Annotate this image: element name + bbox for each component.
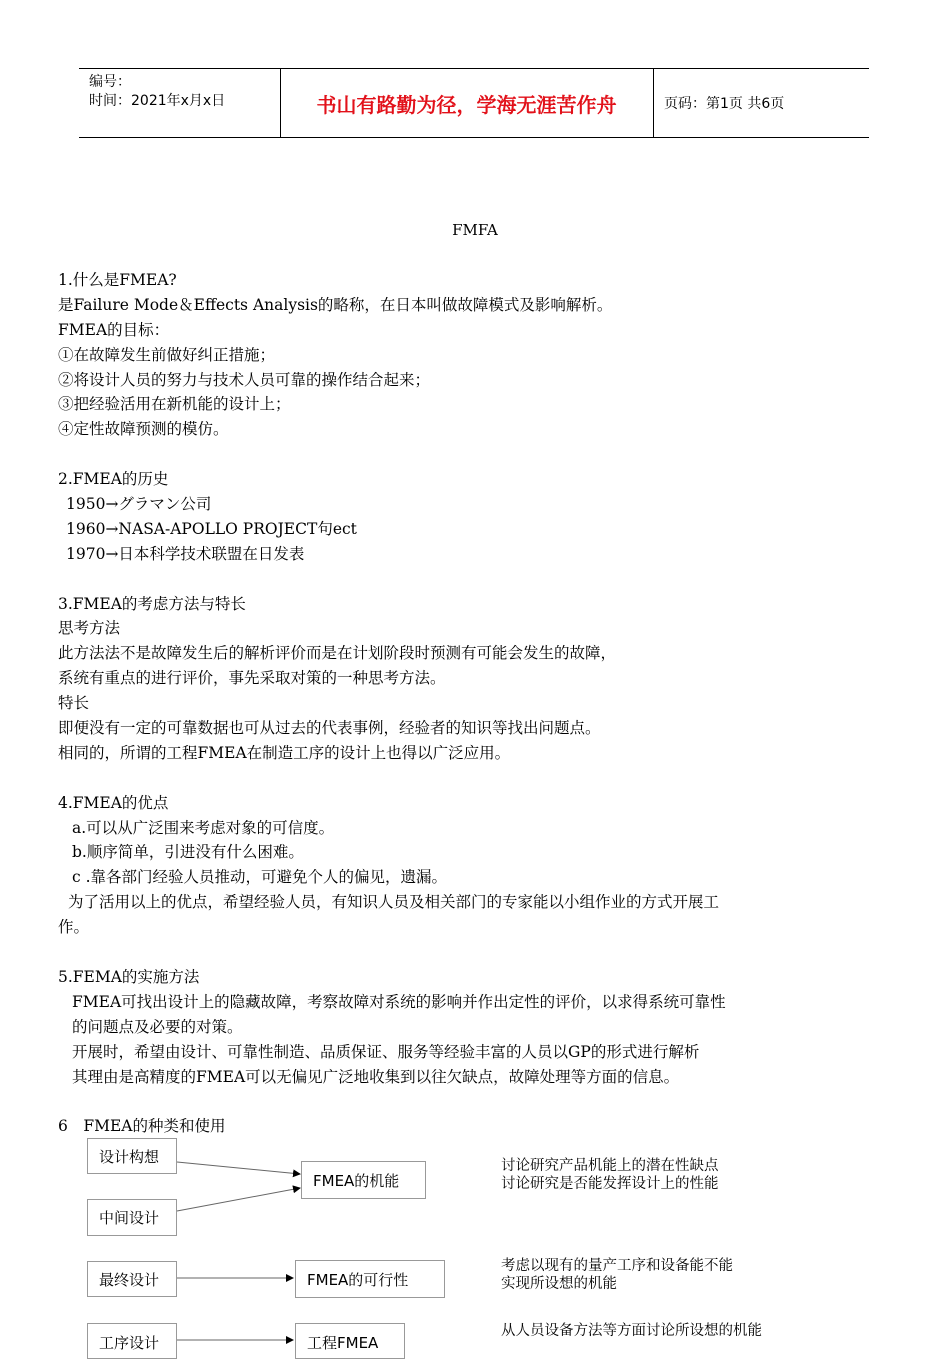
paragraph-line: 即便没有一定的可靠数据也可从过去的代表事例，经验者的知识等找出问题点。 (58, 719, 601, 738)
list-item: c .靠各部门经验人员推动，可避免个人的偏见，遗漏。 (72, 868, 448, 887)
paragraph-line: 特长 (58, 694, 90, 713)
list-item: ①在故障发生前做好纠正措施； (58, 345, 276, 364)
desc-function-1: 讨论研究产品机能上的潜在性缺点 (501, 1158, 719, 1174)
history-item: 1950→グラマン公司 (66, 495, 212, 514)
box-final-design: 最终设计 (87, 1261, 177, 1297)
desc-process-1: 从人员设备方法等方面讨论所设想的机能 (501, 1323, 762, 1339)
paragraph-line: 作。 (58, 918, 90, 937)
desc-function-2: 讨论研究是否能发挥设计上的性能 (501, 1176, 719, 1192)
paragraph-line: 是Failure Mode＆Effects Analysis的略称，在日本叫做故障模式及影响解析。 (58, 295, 613, 314)
section-heading: 5.FEMA的实施方法 (58, 967, 200, 986)
paragraph-line: FMEA可找出设计上的隐藏故障，考察故障对系统的影响并作出定性的评价，以求得系统可靠性 (72, 992, 726, 1011)
section-heading: 3.FMEA的考虑方法与特长 (58, 594, 246, 613)
box-concept-design: 设计构想 (87, 1138, 177, 1174)
document-title: FMFA (452, 221, 498, 239)
box-process-design: 工序设计 (87, 1323, 177, 1359)
paragraph-line: 其理由是高精度的FMEA可以无偏见广泛地收集到以往欠缺点，故障处理等方面的信息。 (72, 1067, 680, 1086)
desc-feasibility-2: 实现所设想的机能 (501, 1276, 617, 1292)
section-heading: 6 FMEA的种类和使用 (58, 1117, 226, 1136)
paragraph-line: 思考方法 (58, 619, 121, 638)
paragraph-line: 为了活用以上的优点，希望经验人员，有知识人员及相关部门的专家能以小组作业的方式开展工 (68, 893, 720, 912)
paragraph-line: 系统有重点的进行评价，事先采取对策的一种思考方法。 (58, 669, 446, 688)
list-item: ④定性故障预测的模仿。 (58, 420, 229, 439)
header-page-info: 页码：第1页 共6页 (664, 96, 785, 112)
history-item: 1960→NASA-APOLLO PROJECT句ect (66, 519, 357, 538)
list-item: b.顺序简单，引进没有什么困难。 (72, 843, 304, 862)
box-fmea-function: FMEA的机能 (301, 1161, 426, 1199)
arrow-concept-to-function (177, 1162, 300, 1174)
box-process-fmea: 工程FMEA (295, 1323, 405, 1359)
list-item: a.可以从广泛围来考虑对象的可信度。 (72, 818, 335, 837)
box-fmea-feasibility: FMEA的可行性 (295, 1260, 445, 1298)
history-item: 1970→日本科学技术联盟在日发表 (66, 544, 305, 563)
paragraph-line: 相同的，所谓的工程FMEA在制造工序的设计上也得以广泛应用。 (58, 743, 511, 762)
desc-feasibility-1: 考虑以现有的量产工序和设备能不能 (501, 1258, 733, 1274)
list-item: ③把经验活用在新机能的设计上； (58, 395, 291, 414)
paragraph-line: 开展时，希望由设计、可靠性制造、品质保证、服务等经验丰富的人员以GP的形式进行解析 (72, 1042, 700, 1061)
arrow-mid-to-function (177, 1188, 300, 1211)
header-number: 编号： (89, 74, 131, 90)
header-date: 时间：2021年x月x日 (89, 93, 226, 109)
section-heading: 4.FMEA的优点 (58, 793, 169, 812)
box-mid-design: 中间设计 (87, 1199, 177, 1236)
section-heading: 2.FMEA的历史 (58, 470, 169, 489)
list-item: ②将设计人员的努力与技术人员可靠的操作结合起来； (58, 370, 431, 389)
header-slogan: 书山有路勤为径，学海无涯苦作舟 (280, 69, 654, 137)
paragraph-line: FMEA的目标： (58, 320, 170, 339)
paragraph-line: 此方法法不是故障发生后的解析评价而是在计划阶段时预测有可能会发生的故障， (58, 644, 617, 663)
paragraph-line: 的问题点及必要的对策。 (72, 1017, 243, 1036)
section-heading: 1.什么是FMEA? (58, 271, 177, 289)
